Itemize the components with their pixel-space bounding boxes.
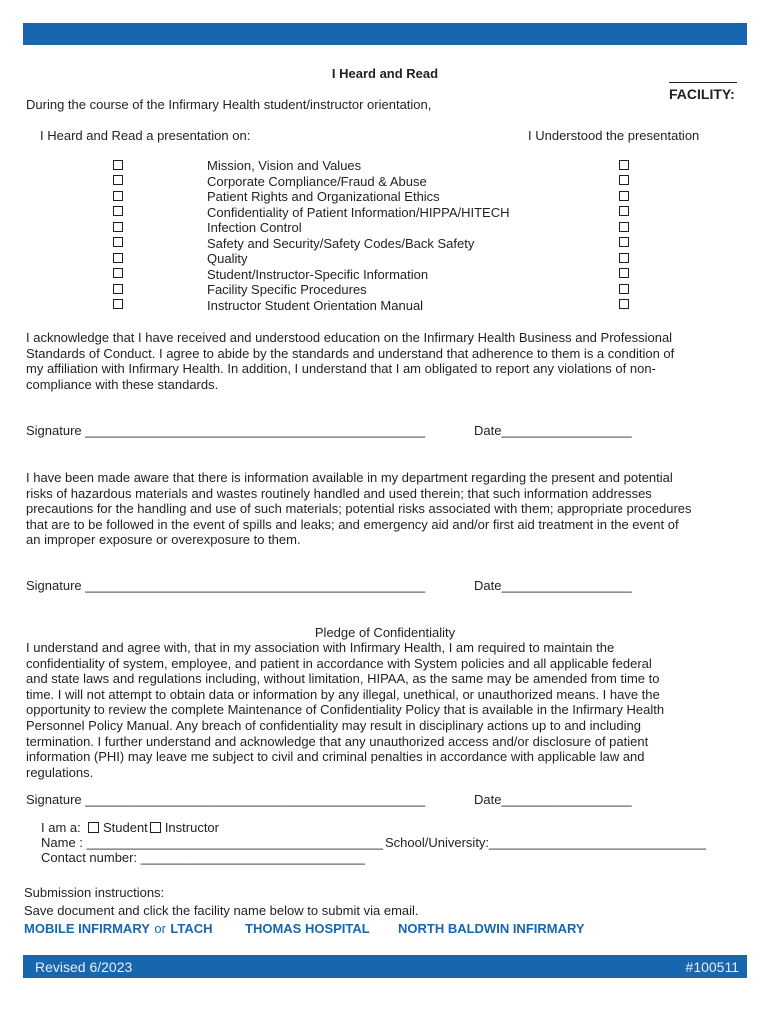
understood-checkbox[interactable] xyxy=(619,237,629,247)
contact-number-field[interactable]: Contact number: _______________________________ xyxy=(41,850,365,865)
pledge-title: Pledge of Confidentiality xyxy=(314,625,456,640)
instructor-checkbox[interactable] xyxy=(150,822,161,833)
heard-checkbox[interactable] xyxy=(113,237,123,247)
topic-item: Facility Specific Procedures xyxy=(207,282,367,297)
heard-checkbox[interactable] xyxy=(113,284,123,294)
ltach-link[interactable]: LTACH xyxy=(170,921,213,936)
revised-date: Revised 6/2023 xyxy=(35,959,133,975)
topic-item: Infection Control xyxy=(207,220,302,235)
heard-column-heading: I Heard and Read a presentation on: xyxy=(40,128,251,143)
topic-item: Mission, Vision and Values xyxy=(207,158,362,173)
submission-text: Save document and click the facility name below to submit via email. xyxy=(24,903,419,918)
school-field[interactable]: School/University:______________________________ xyxy=(385,835,706,850)
student-checkbox[interactable] xyxy=(88,822,99,833)
top-color-bar xyxy=(23,23,747,45)
facility-underline xyxy=(669,82,737,83)
topic-item: Corporate Compliance/Fraud & Abuse xyxy=(207,174,427,189)
role-row xyxy=(41,820,219,835)
heard-checkbox[interactable] xyxy=(113,253,123,263)
understood-checkbox[interactable] xyxy=(619,268,629,278)
topic-item: Instructor Student Orientation Manual xyxy=(207,298,424,313)
north-baldwin-infirmary-link[interactable]: NORTH BALDWIN INFIRMARY xyxy=(398,921,585,936)
instructor-label: Instructor xyxy=(164,820,219,835)
pledge-paragraph: I understand and agree with, that in my association with Infirmary Health, I am required to maintain the confidentiality of system, employee, and patient in accordance with System policies and all applicable federal and state laws and regulations including, without limitation, HIPAA, as the same may be amended from time to time. I will not attempt to obtain data or information by any illegal, unethical, or unauthorized means. I have the opportunity to review the complete Maintenance of Confidentiality Policy that is available in the Infirmary Health Personnel Policy Manual. Any breach of confidentiality may result in disciplinary actions up to and including termination. I further understand and acknowledge that any unauthorized access and/or disclosure of patient information (PHI) may leave me subject to civil and criminal penalties in accordance with applicable law and regulations. xyxy=(26,640,665,780)
mobile-infirmary-link[interactable]: MOBILE INFIRMARY xyxy=(24,921,150,936)
topic-item: Safety and Security/Safety Codes/Back Safety xyxy=(207,236,475,251)
heard-checkbox[interactable] xyxy=(113,299,123,309)
understood-checkbox[interactable] xyxy=(619,191,629,201)
date-field[interactable]: Date__________________ xyxy=(474,792,632,807)
signature-field[interactable]: Signature _______________________________________________ xyxy=(26,423,426,438)
submission-title: Submission instructions: xyxy=(24,885,165,900)
understood-column-heading: I Understood the presentation xyxy=(528,128,700,143)
heard-checkbox[interactable] xyxy=(113,175,123,185)
page-title: I Heard and Read xyxy=(331,66,439,81)
understood-checkbox[interactable] xyxy=(619,284,629,294)
intro-text: During the course of the Infirmary Health student/instructor orientation, xyxy=(26,97,432,112)
signature-field[interactable]: Signature _______________________________________________ xyxy=(26,792,426,807)
student-label: Student xyxy=(102,820,148,835)
date-field[interactable]: Date__________________ xyxy=(474,578,632,593)
north-baldwin-link-wrap xyxy=(398,920,585,938)
facility-label: FACILITY: xyxy=(669,86,735,102)
form-number: #100511 xyxy=(685,959,739,975)
understood-checkbox[interactable] xyxy=(619,175,629,185)
role-label: I am a: xyxy=(41,820,81,835)
or-text: or xyxy=(154,921,166,936)
understood-checkbox[interactable] xyxy=(619,206,629,216)
footer-bar xyxy=(23,955,747,978)
understood-checkbox[interactable] xyxy=(619,253,629,263)
name-field[interactable]: Name : _________________________________________ xyxy=(41,835,383,850)
thomas-hospital-link-wrap xyxy=(245,920,370,938)
topic-item: Confidentiality of Patient Information/HIPPA/HITECH xyxy=(207,205,510,220)
hazard-paragraph: I have been made aware that there is information available in my department regarding the present and potential risks of hazardous materials and wastes routinely handled and used therein; that such information addresses precautions for the handling and use of such materials; potential risks associated with them; appropriate procedures that are to be followed in the event of spills and leaks; and emergency aid and/or first aid treatment in the event of an improper exposure or overexposure to them. xyxy=(26,470,692,548)
acknowledgement-paragraph: I acknowledge that I have received and understood education on the Infirmary Health Business and Professional Standards of Conduct. I agree to abide by the standards and understand that adherence to them is a condition of my affiliation with Infirmary Health. In addition, I understand that I am obligated to report any violations of non- compliance with these standards. xyxy=(26,330,675,392)
understood-checkbox[interactable] xyxy=(619,299,629,309)
topic-item: Quality xyxy=(207,251,248,266)
heard-checkbox[interactable] xyxy=(113,206,123,216)
heard-checkbox[interactable] xyxy=(113,191,123,201)
understood-checkbox[interactable] xyxy=(619,160,629,170)
heard-checkbox[interactable] xyxy=(113,160,123,170)
understood-checkbox[interactable] xyxy=(619,222,629,232)
topic-item: Patient Rights and Organizational Ethics xyxy=(207,189,440,204)
facility-links xyxy=(24,920,213,938)
signature-field[interactable]: Signature _______________________________________________ xyxy=(26,578,426,593)
heard-checkbox[interactable] xyxy=(113,268,123,278)
date-field[interactable]: Date__________________ xyxy=(474,423,632,438)
topic-item: Student/Instructor-Specific Information xyxy=(207,267,429,282)
thomas-hospital-link[interactable]: THOMAS HOSPITAL xyxy=(245,921,370,936)
heard-checkbox[interactable] xyxy=(113,222,123,232)
